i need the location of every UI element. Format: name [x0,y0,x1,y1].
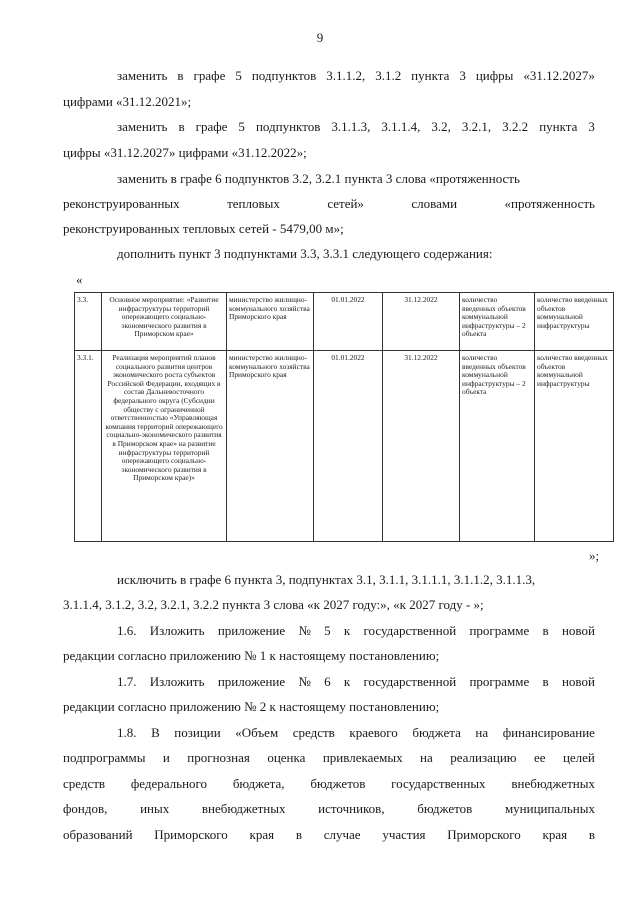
word: 3.1.2 [375,68,402,83]
word: привлекаемых [322,750,403,765]
word: приложение [217,674,286,689]
word: средств [63,776,106,791]
word: Приморского [447,827,521,842]
word: 3.2.2 [502,119,529,134]
word: словами [411,196,458,211]
table-cell: 01.01.2022 [314,293,383,351]
word: случае [323,827,361,842]
text-line [63,776,595,792]
text-line [117,674,595,690]
table-cell: 3.3.1. [75,351,102,542]
text-line [63,801,595,817]
word: средств [292,725,335,740]
text-line: заменить в графе 6 подпунктов 3.2, 3.2.1 пункта 3 слова «протяженность [117,171,520,186]
word: 3.2.1, [461,119,492,134]
word: 6 [324,674,331,689]
text-line [117,68,595,84]
table-cell: 31.12.2022 [383,293,460,351]
word: участия [382,827,426,842]
word: 1.6. [117,623,137,638]
table-cell: 3.3. [75,293,102,351]
word: бюджета [412,725,461,740]
word: образований [63,827,133,842]
text-line [117,119,595,135]
table-cell: 01.01.2022 [314,351,383,542]
table-cell: количество введенных объектов коммунальной инфраструктуры – 2 объекта [460,293,535,351]
word: приложение [217,623,286,638]
text-line: 3.1.1.4, 3.1.2, 3.2, 3.2.1, 3.2.2 пункта 3 слова «к 2027 году:», «к 2027 году - »; [63,597,484,612]
text-line: дополнить пункт 3 подпунктами 3.3, 3.3.1 следующего содержания: [117,246,493,261]
word: В [151,725,160,740]
text-line: цифрами «31.12.2021»; [63,94,192,109]
word: Изложить [149,674,205,689]
word: реконструированных [63,196,180,211]
word: графе [195,119,228,134]
word: в [295,827,302,842]
word: программе [469,623,530,638]
table-cell: министерство жилищно-коммунального хозяйства Приморского края [227,351,314,542]
word: тепловых [227,196,280,211]
word: бюджетов [417,801,473,816]
opening-quote: « [76,272,83,287]
word: к [343,674,351,689]
word: 1.7. [117,674,137,689]
word: подпунктов [251,68,317,83]
word: краевого [349,725,398,740]
word: государственной [363,623,457,638]
word: 3.1.1.4, [381,119,421,134]
text-line [63,827,595,843]
table-cell: министерство жилищно-коммунального хозяйства Приморского края [227,293,314,351]
word: бюджета, [232,776,285,791]
word: 3.2, [431,119,451,134]
text-line [63,196,595,212]
word: 5 [235,68,242,83]
word: 5 [324,623,331,638]
word: на [420,750,433,765]
table-cell: количество введенных объектов коммунальной инфраструктуры [535,293,614,351]
word: позиции [174,725,221,740]
word: фондов, [63,801,108,816]
word: края [249,827,275,842]
closing-quote: »; [589,548,600,563]
word: в [542,623,549,638]
word: в [177,68,184,83]
word: иных [140,801,170,816]
word: государственных [391,776,486,791]
word: 3.1.1.3, [331,119,371,134]
word: бюджетов [310,776,366,791]
word: в [542,674,549,689]
table-row [75,351,614,542]
page-number: 9 [316,30,324,45]
word: заменить [117,68,168,83]
word: на [475,725,489,740]
word: заменить [117,119,168,134]
word: «31.12.2027» [523,68,595,83]
word: новой [561,623,595,638]
word: «протяженность [504,196,595,211]
text-line: редакции согласно приложению № 1 к настоящему постановлению; [63,648,440,663]
word: внебюджетных [201,801,286,816]
programme-table [74,292,614,542]
word: 3.1.1.2, [326,68,366,83]
text-line: цифры «31.12.2027» цифрами «31.12.2022»; [63,145,307,160]
word: финансирование [502,725,595,740]
word: к [343,623,351,638]
word: реализацию [450,750,517,765]
word: федерального [130,776,208,791]
word: 5 [238,119,245,134]
word: № [298,623,311,638]
table-cell: 31.12.2022 [383,351,460,542]
text-line: исключить в графе 6 пункта 3, подпунктах 3.1, 3.1.1, 3.1.1.1, 3.1.1.2, 3.1.1.3, [117,572,536,587]
word: государственной [363,674,457,689]
word: прогнозная [187,750,250,765]
word: внебюджетных [511,776,595,791]
text-line: редакции согласно приложению № 2 к настоящему постановлению; [63,699,440,714]
text-line [63,750,595,766]
word: пункта [539,119,578,134]
word: «Объем [235,725,279,740]
word: края [542,827,568,842]
word: подпунктов [255,119,321,134]
word: Изложить [149,623,205,638]
table-cell: количество введенных объектов коммунальной инфраструктуры – 2 объекта [460,351,535,542]
table-cell: Основное мероприятие: «Развитие инфраструктуры территорий опережающего социально-экономического развития в Приморском крае» [102,293,227,351]
word: в [178,119,185,134]
text-line [117,623,595,639]
word: пункта [411,68,450,83]
table-cell: количество введенных объектов коммунальной инфраструктуры [535,351,614,542]
word: цифры [475,68,514,83]
table-row [75,293,614,351]
word: № [298,674,311,689]
text-line: реконструированных тепловых сетей - 5479,00 м»; [63,221,344,236]
word: 3 [459,68,466,83]
word: графе [193,68,226,83]
word: 1.8. [117,725,137,740]
word: оценка [267,750,306,765]
word: новой [561,674,595,689]
word: целей [562,750,595,765]
word: ее [533,750,546,765]
text-line [117,725,595,741]
word: подпрограммы [63,750,146,765]
word: программе [469,674,530,689]
word: в [588,827,595,842]
word: сетей» [327,196,364,211]
word: источников, [318,801,385,816]
table-cell: Реализация мероприятий планов социального развития центров экономического роста субъектов Российской Федерации, входящих в состав Дальневосточного федерального округа (Субсидии обществу с ограниченной ответственностью «Управляющая компания территорий опережающего социально-экономического развития в Приморском крае» на развитие инфраструктуры территорий опережающего социально-экономического развития в Приморском крае)» [102,351,227,542]
word: и [162,750,170,765]
word: 3 [588,119,595,134]
word: Приморского [154,827,228,842]
word: муниципальных [504,801,595,816]
